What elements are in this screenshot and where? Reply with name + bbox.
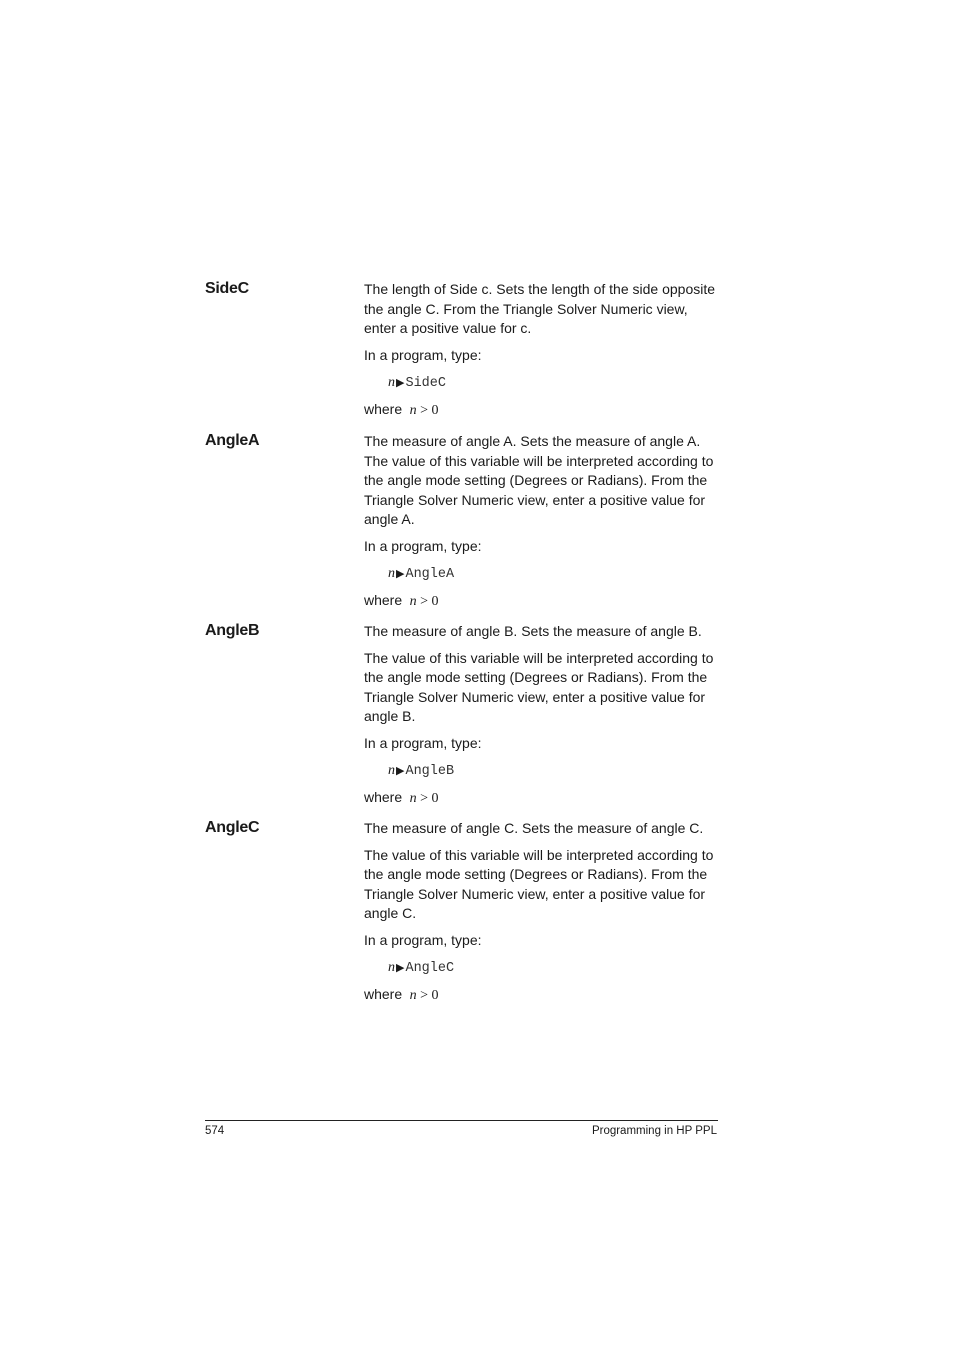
code-example [388,957,720,979]
condition-variable: n [409,402,417,418]
code-text: AngleB [405,764,455,779]
entry-term: AngleB [205,622,260,639]
code-example [388,563,720,585]
store-arrow-icon: ▶ [396,962,405,974]
condition-text: > 0 [420,790,439,806]
where-label: where [364,591,403,608]
where-condition [364,400,720,421]
program-intro: In a program, type: [364,931,482,948]
code-variable: n [388,566,395,581]
store-arrow-icon: ▶ [396,377,405,389]
page-number: 574 [205,1125,225,1137]
condition-variable: n [409,987,417,1003]
where-label: where [364,985,403,1002]
footer-divider [205,1120,718,1121]
entry-description [364,280,720,427]
description-paragraph: The length of Side c. Sets the length of the side opposite the angle C. From the Triangle Solver Numeric view, enter a positive value for c. [364,281,716,336]
code-text: AngleA [405,567,455,582]
description-paragraph: The measure of angle A. Sets the measure of angle A. The value of this variable will be interpreted according to the angle mode setting (Degrees or Radians). From the Triangle Solver Numeric view, enter a positive value for angle A. [364,433,714,527]
footer-title: Programming in HP PPL [591,1125,717,1137]
entry-description [364,432,720,618]
where-label: where [364,788,403,805]
entry-term: AngleC [205,819,260,836]
description-paragraph: The measure of angle C. Sets the measure of angle C. [364,820,704,836]
condition-text: > 0 [420,593,439,609]
code-variable: n [388,960,395,975]
code-example [388,760,720,782]
entry-term: SideC [205,280,249,297]
code-text: SideC [405,376,446,391]
program-intro: In a program, type: [364,537,482,554]
code-variable: n [388,375,395,390]
description-paragraph: The value of this variable will be interpreted according to the angle mode setting (Degrees or Radians). From the Triangle Solver Numeric view, enter a positive value for angle C. [364,846,714,921]
code-variable: n [388,763,395,778]
condition-text: > 0 [420,402,439,418]
description-paragraph: The value of this variable will be interpreted according to the angle mode setting (Degrees or Radians). From the Triangle Solver Numeric view, enter a positive value for angle B. [364,649,714,724]
where-label: where [364,400,403,417]
where-condition [364,788,720,809]
program-intro: In a program, type: [364,734,482,751]
code-example [388,372,720,394]
store-arrow-icon: ▶ [396,765,405,777]
program-intro: In a program, type: [364,346,482,363]
condition-text: > 0 [420,987,439,1003]
condition-variable: n [409,593,417,609]
entry-description [364,622,720,815]
where-condition [364,985,720,1006]
entry-term: AngleA [205,432,260,449]
entry-description [364,819,720,1012]
condition-variable: n [409,790,417,806]
store-arrow-icon: ▶ [396,568,405,580]
description-paragraph: The measure of angle B. Sets the measure of angle B. [364,623,702,639]
where-condition [364,591,720,612]
code-text: AngleC [405,961,455,976]
